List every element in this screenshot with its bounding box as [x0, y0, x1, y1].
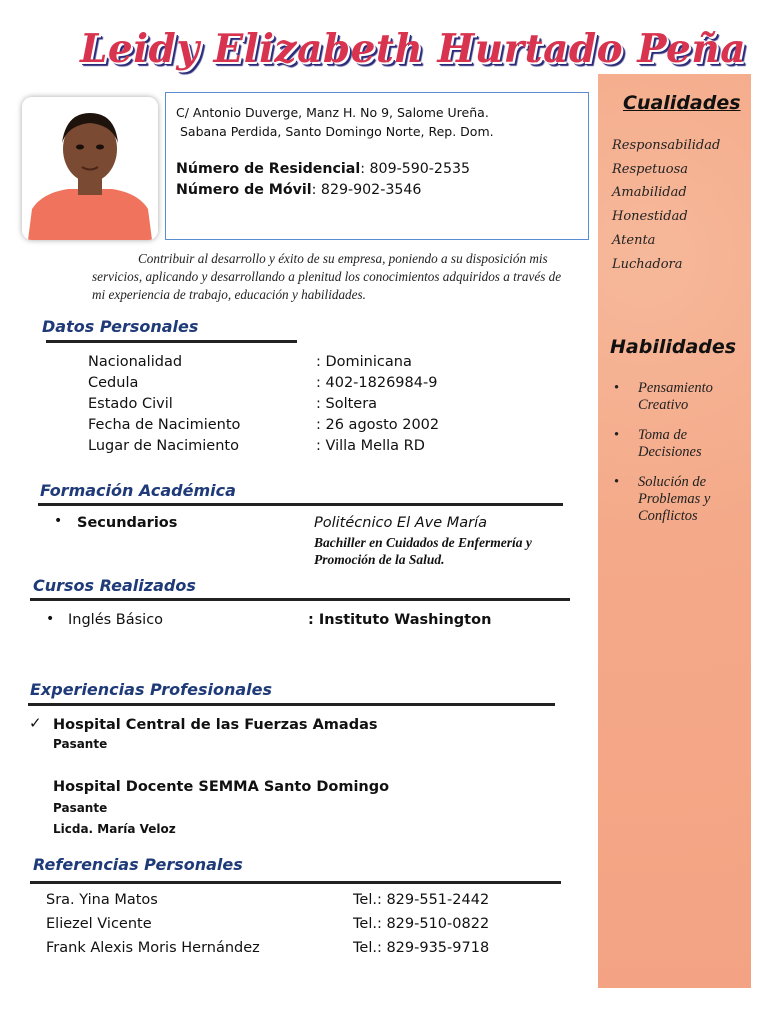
section-divider — [30, 598, 570, 601]
address-line: Sabana Perdida, Santo Domingo Norte, Rep. Dom. — [176, 124, 494, 139]
habilidad-line: Conflictos — [638, 508, 698, 524]
datos-labels — [88, 352, 240, 457]
list-item — [614, 380, 713, 414]
referencias-tels — [353, 888, 489, 960]
address — [176, 103, 494, 141]
habilidades-list — [614, 380, 713, 538]
datos-values — [316, 352, 439, 457]
habilidad-line: Toma de — [638, 427, 688, 443]
datos-value: : Villa Mella RD — [316, 438, 425, 454]
referencias-names — [46, 888, 260, 960]
residencial-value: : 809-590-2535 — [360, 161, 471, 177]
formacion-school: Politécnico El Ave María — [314, 515, 488, 531]
habilidad-line: Problemas y — [638, 491, 711, 507]
list-item — [614, 474, 713, 525]
address-line: C/ Antonio Duverge, Manz H. No 9, Salome Ureña. — [176, 105, 489, 120]
datos-label: Estado Civil — [88, 396, 173, 412]
list-item: Honestidad — [612, 209, 688, 225]
resume-name: Leidy Elizabeth Hurtado Peña — [80, 26, 746, 72]
movil-value: : 829-902-3546 — [311, 182, 422, 198]
section-divider — [28, 703, 555, 706]
checkmark-icon: ✓ — [29, 714, 42, 732]
habilidad-line: Pensamiento — [638, 380, 713, 396]
experiencia-role: Pasante — [53, 801, 108, 815]
cualidades-title: Cualidades — [623, 92, 741, 114]
section-divider — [38, 503, 563, 506]
referencia-name: Frank Alexis Moris Hernández — [46, 940, 260, 956]
section-divider — [46, 340, 297, 343]
referencia-tel: Tel.: 829-551-2442 — [353, 892, 490, 908]
datos-label: Fecha de Nacimiento — [88, 417, 241, 433]
list-item: Atenta — [612, 232, 656, 248]
bullet-icon: • — [46, 611, 55, 627]
movil-label: Número de Móvil — [176, 182, 312, 198]
referencia-name: Eliezel Vicente — [46, 916, 152, 932]
curso-name: Inglés Básico — [68, 612, 164, 628]
residencial-label: Número de Residencial — [176, 161, 361, 177]
referencias-title: Referencias Personales — [33, 855, 243, 874]
formacion-level: Secundarios — [77, 515, 178, 531]
datos-value: : Dominicana — [316, 354, 412, 370]
experiencia-role: Pasante — [53, 737, 108, 751]
referencia-name: Sra. Yina Matos — [46, 892, 158, 908]
referencia-tel: Tel.: 829-510-0822 — [353, 916, 490, 932]
list-item: Amabilidad — [612, 185, 687, 201]
datos-value: : 26 agosto 2002 — [316, 417, 440, 433]
habilidades-title: Habilidades — [610, 336, 737, 358]
sidebar — [598, 74, 751, 988]
experiencias-title: Experiencias Profesionales — [30, 680, 273, 699]
datos-label: Cedula — [88, 375, 139, 391]
portrait-icon — [22, 97, 158, 240]
experiencia-place: Hospital Docente SEMMA Santo Domingo — [53, 779, 390, 795]
formacion-degree — [314, 534, 532, 568]
degree-line: Bachiller en Cuidados de Enfermería y — [314, 535, 532, 550]
datos-label: Lugar de Nacimiento — [88, 438, 239, 454]
section-divider — [30, 881, 561, 884]
habilidad-line: Solución de — [638, 474, 707, 490]
contact-box — [165, 92, 589, 240]
degree-line: Promoción de la Salud. — [314, 552, 445, 567]
habilidad-line: Creativo — [638, 397, 689, 413]
list-item: Responsabilidad — [612, 138, 721, 153]
datos-title: Datos Personales — [42, 317, 199, 336]
bullet-icon: • — [54, 513, 63, 529]
cualidades-list — [612, 134, 720, 276]
curso-institute: : Instituto Washington — [308, 612, 492, 628]
referencia-tel: Tel.: 829-935-9718 — [353, 940, 490, 956]
experiencia-extra: Licda. María Veloz — [53, 822, 176, 836]
list-item: Respetuosa — [612, 161, 689, 177]
movil-phone — [176, 180, 470, 201]
list-item: Luchadora — [612, 256, 683, 272]
datos-label: Nacionalidad — [88, 354, 183, 370]
datos-value: : 402-1826984-9 — [316, 375, 438, 391]
residencial-phone — [176, 159, 470, 180]
objective-text: Contribuir al desarrollo y éxito de su empresa, poniendo a su disposición mis servicios, aplicando y desarrollando a plenitud los conocimientos adquiridos a través de mi experiencia de trabajo, educación y habilidades. — [92, 251, 562, 302]
profile-photo — [22, 97, 158, 240]
datos-value: : Soltera — [316, 396, 378, 412]
experiencia-place: Hospital Central de las Fuerzas Amadas — [53, 717, 378, 733]
formacion-title: Formación Académica — [40, 481, 236, 500]
habilidad-line: Decisiones — [638, 444, 702, 460]
cursos-title: Cursos Realizados — [33, 576, 196, 595]
phone-numbers — [176, 159, 470, 201]
list-item — [614, 427, 713, 461]
